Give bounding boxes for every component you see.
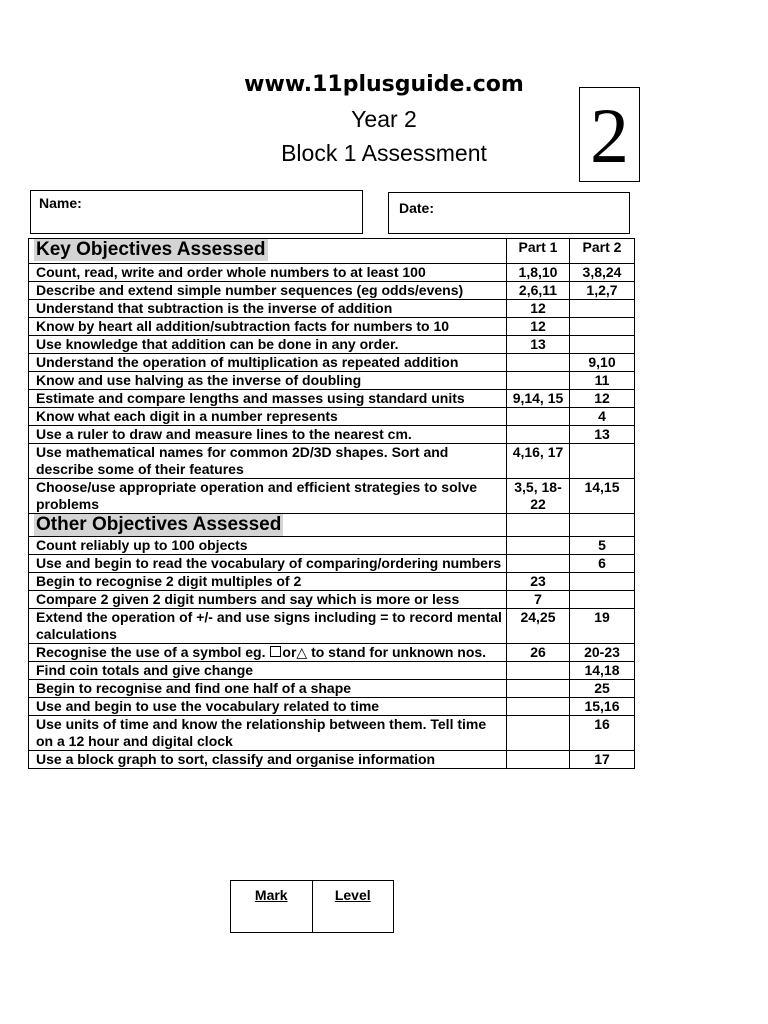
objective-row <box>29 444 635 479</box>
objective-text: Estimate and compare lengths and masses using standard units <box>29 390 507 408</box>
part1-questions: 26 <box>507 644 570 662</box>
date-label: Date: <box>399 200 435 216</box>
part1-header: Part 1 <box>507 239 570 264</box>
mark-level-box <box>230 880 394 933</box>
part1-questions <box>507 426 570 444</box>
objective-text: Use a block graph to sort, classify and organise information <box>29 751 507 769</box>
objective-row <box>29 336 635 354</box>
objective-text: Compare 2 given 2 digit numbers and say which is more or less <box>29 591 507 609</box>
part2-questions: 14,15 <box>570 479 635 514</box>
part1-questions: 7 <box>507 591 570 609</box>
part1-questions <box>507 372 570 390</box>
objective-row <box>29 426 635 444</box>
objective-text: Use and begin to read the vocabulary of comparing/ordering numbers <box>29 555 507 573</box>
name-label: Name: <box>39 195 82 211</box>
objective-text: Extend the operation of +/- and use signs including = to record mental calculations <box>29 609 507 644</box>
mark-label: Mark <box>254 887 288 903</box>
part2-questions: 6 <box>570 555 635 573</box>
objective-text: Count reliably up to 100 objects <box>29 537 507 555</box>
part2-questions: 1,2,7 <box>570 282 635 300</box>
objective-text-part: or <box>282 644 297 660</box>
name-field[interactable] <box>30 190 363 234</box>
part2-questions: 12 <box>570 390 635 408</box>
part2-questions <box>570 336 635 354</box>
objective-row <box>29 680 635 698</box>
objective-text-part: to stand for unknown nos. <box>307 644 487 660</box>
objective-row <box>29 318 635 336</box>
part2-questions: 5 <box>570 537 635 555</box>
objective-text: Find coin totals and give change <box>29 662 507 680</box>
objective-row <box>29 537 635 555</box>
key-objectives-title: Key Objectives Assessed <box>36 239 266 260</box>
website-url: www.11plusguide.com <box>244 72 524 97</box>
part1-questions: 1,8,10 <box>507 264 570 282</box>
part1-questions: 4,16, 17 <box>507 444 570 479</box>
part1-questions: 9,14, 15 <box>507 390 570 408</box>
part2-questions: 25 <box>570 680 635 698</box>
part2-questions <box>570 318 635 336</box>
objective-text: Know and use halving as the inverse of doubling <box>29 372 507 390</box>
part1-questions <box>507 680 570 698</box>
level-cell[interactable] <box>312 881 394 933</box>
part1-questions <box>507 537 570 555</box>
objective-row <box>29 372 635 390</box>
part2-questions <box>570 591 635 609</box>
key-objectives-header <box>29 239 635 264</box>
objective-row <box>29 716 635 751</box>
objective-row <box>29 591 635 609</box>
objective-row <box>29 751 635 769</box>
objective-row <box>29 390 635 408</box>
other-objectives-header <box>29 514 635 537</box>
part2-questions: 20-23 <box>570 644 635 662</box>
objective-row <box>29 644 635 662</box>
part2-questions: 16 <box>570 716 635 751</box>
part2-questions: 19 <box>570 609 635 644</box>
mark-cell[interactable] <box>231 881 313 933</box>
objective-row <box>29 662 635 680</box>
year-heading: Year 2 <box>351 106 417 132</box>
objective-text-part: Recognise the use of a symbol eg. <box>36 644 270 660</box>
other-objectives-title: Other Objectives Assessed <box>36 514 282 535</box>
objective-row <box>29 609 635 644</box>
objective-text: Use knowledge that addition can be done in any order. <box>29 336 507 354</box>
objective-row <box>29 698 635 716</box>
part2-questions: 9,10 <box>570 354 635 372</box>
part1-questions <box>507 751 570 769</box>
objective-text <box>29 644 507 662</box>
objective-text: Describe and extend simple number sequences (eg odds/evens) <box>29 282 507 300</box>
objective-text: Use units of time and know the relationship between them. Tell time on a 12 hour and digital clock <box>29 716 507 751</box>
objective-row <box>29 408 635 426</box>
part2-questions: 3,8,24 <box>570 264 635 282</box>
objective-text: Use a ruler to draw and measure lines to the nearest cm. <box>29 426 507 444</box>
objective-text: Count, read, write and order whole numbers to at least 100 <box>29 264 507 282</box>
part1-questions <box>507 698 570 716</box>
triangle-symbol-icon: △ <box>296 644 308 660</box>
date-field[interactable] <box>388 192 630 234</box>
part1-questions: 23 <box>507 573 570 591</box>
objective-row <box>29 479 635 514</box>
objective-row <box>29 300 635 318</box>
objective-row <box>29 282 635 300</box>
part2-questions: 13 <box>570 426 635 444</box>
part1-questions: 12 <box>507 300 570 318</box>
part2-questions <box>570 444 635 479</box>
objective-row <box>29 354 635 372</box>
part1-questions: 13 <box>507 336 570 354</box>
objective-row <box>29 264 635 282</box>
block-heading: Block 1 Assessment <box>281 140 487 166</box>
objective-text: Begin to recognise and find one half of a shape <box>29 680 507 698</box>
part1-questions: 3,5, 18-22 <box>507 479 570 514</box>
part2-header: Part 2 <box>570 239 635 264</box>
part1-questions <box>507 354 570 372</box>
part1-questions: 24,25 <box>507 609 570 644</box>
part2-questions <box>570 300 635 318</box>
objective-text: Use and begin to use the vocabulary related to time <box>29 698 507 716</box>
square-symbol-icon <box>270 646 281 657</box>
part2-questions <box>570 573 635 591</box>
part1-questions <box>507 662 570 680</box>
level-label: Level <box>334 887 371 903</box>
objective-text: Know what each digit in a number represents <box>29 408 507 426</box>
part2-questions: 4 <box>570 408 635 426</box>
objectives-table <box>28 238 635 769</box>
part1-questions <box>507 408 570 426</box>
objective-text: Understand the operation of multiplication as repeated addition <box>29 354 507 372</box>
part1-questions: 12 <box>507 318 570 336</box>
objective-row <box>29 573 635 591</box>
part2-questions: 17 <box>570 751 635 769</box>
objective-text: Know by heart all addition/subtraction facts for numbers to 10 <box>29 318 507 336</box>
part2-questions: 11 <box>570 372 635 390</box>
part1-questions <box>507 555 570 573</box>
part1-questions: 2,6,11 <box>507 282 570 300</box>
part1-questions <box>507 716 570 751</box>
objective-text: Understand that subtraction is the inverse of addition <box>29 300 507 318</box>
part2-questions: 14,18 <box>570 662 635 680</box>
objective-text: Begin to recognise 2 digit multiples of 2 <box>29 573 507 591</box>
part2-questions: 15,16 <box>570 698 635 716</box>
objective-text: Choose/use appropriate operation and efficient strategies to solve problems <box>29 479 507 514</box>
objective-text: Use mathematical names for common 2D/3D shapes. Sort and describe some of their features <box>29 444 507 479</box>
objective-row <box>29 555 635 573</box>
year-number-box: 2 <box>579 87 640 182</box>
